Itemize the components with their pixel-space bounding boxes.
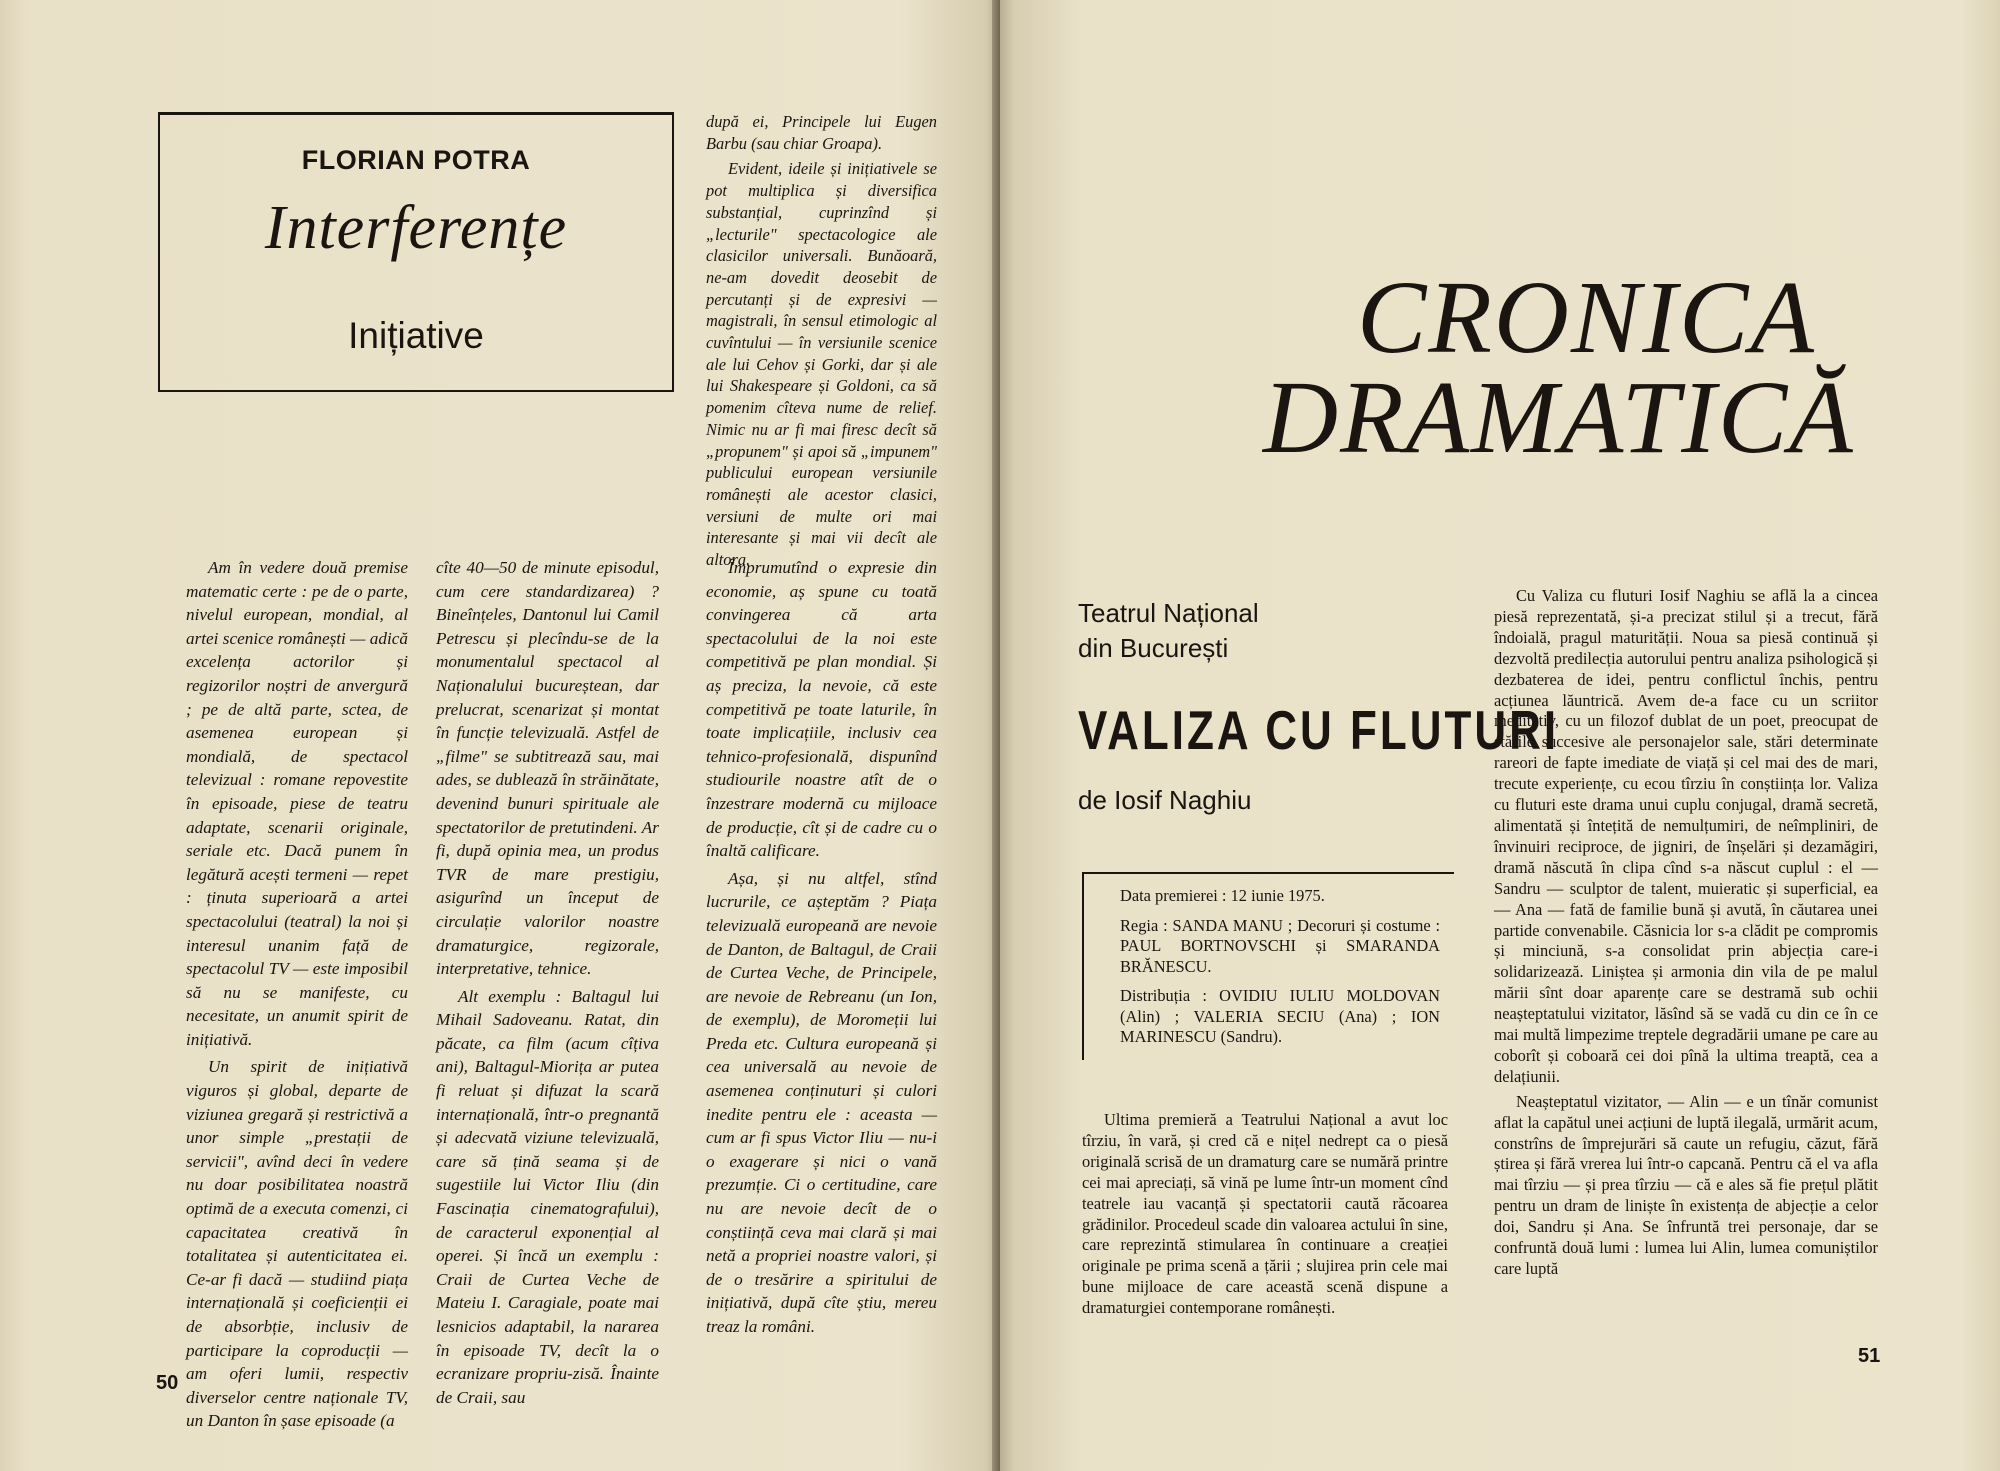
paragraph: Așa, și nu altfel, stînd lucrurile, ce așteptăm ? Piața televizuală europeană are nevoie de Danton, de Baltagul, de Craii de Curtea Veche, de Principele, are nevoie de Rebreanu (un Ion, de exemplu), de Moromeții lui Preda etc. Cultura europeană și cea universală au nevoie de asemenea conținuturi și culori inedite pentru ele : aceasta — cum ar fi spus Victor Iliu — nu-i o exagerare și nici o vană prezumție. Ci o certitudine, care nu are nevoie decît de o conștiință ceva mai clară și mai netă a propriei noastre valori, și de o tresărire a spiritului de inițiativă, după cîte știu, mereu treaz la români. <box>706 868 937 1336</box>
paragraph: Alt exemplu : Baltagul lui Mihail Sadoveanu. Ratat, din păcate, ca film (acum cîțiva ani), Baltagul-Miorița ar putea fi reluat și difuzat la scară internațională, într-o pregnantă și adecvată viziune televizuală, care să țină seama și de sugestiile lui Victor Iliu (din Fascinația cinematografului), de caracterul exponențial al operei. Și încă un exemplu : Craii de Curtea Veche de Mateiu I. Caragiale, poate mai lesnicios adaptabil, la nararea în episoade TV, decît la o ecranizare propriu-zisă. Înainte de Craii, sau <box>436 986 659 1407</box>
paragraph: Evident, ideile și inițiativele se pot multiplica și diversifica substanțial, cuprinzînd și „lecturile" spectacologice ale clasicilor universali. Bunăoară, ne-am dovedit deosebit de percutanți și de expresivi — magistrali, în sensul etimologic al cuvîntului — în versiunile scenice ale lui Cehov și Gorki, dar și ale lui Shakespeare și Goldoni, ca să pomenim cîteva nume de relief. Nimic nu ar fi mai firesc decît să „propunem" și apoi să „impunem" publicului european versiunile românești ale acestor clasici, versiuni de multe ori mai interesante și mai vii decît ale altora. <box>706 159 937 570</box>
left-column-1 <box>186 556 408 1437</box>
page-number-left: 50 <box>156 1372 179 1394</box>
paragraph: Cu Valiza cu fluturi Iosif Naghiu se află la a cincea piesă reprezentată, și-a precizat stilul și a trecut, fără îndoială, pragul maturității. Noua sa piesă continuă și dezvoltă predilecția autorului pentru analiza psihologică și dezbaterea de idei, pentru conflictul închis, pentru acțiunea lăuntrică. Avem de-a face cu un scriitor meditativ, cu un filozof dublat de un poet, preocupat de stările succesive ale personajelor sale, stări determinate rareori de fapte imediate de viață și cel mai des de mari, trecute experiențe, cu ecou tîrziu în conștiința lor. Valiza cu fluturi este drama unui cuplu conjugal, dramă secretă, alimentată și întețită de nemulțumiri, de neîmpliniri, de învinuiri reciproce, de jigniri, de înșelări și dezamăgiri, dramă născută în clipa cînd s-a născut cuplul : el — Sandru — sculptor de talent, muieratic și superficial, ea — Ana — fată de familie bună și avută, în căutarea unei partide convenabile. Căsnicia lor s-a clădit pe compromis și minciună, s-a consolidat prin abjecția care-i solidarizează. Liniștea și armonia din vila de pe malul mării sînt doar aparențe care se destramă sub ochii neașteptatului vizitator, lăsînd să se vadă cu din ce în ce mai multă limpezime treptele degradării umane pe care au coborît și coboară cei doi pînă la ultima treaptă, cea a delațiunii. <box>1494 586 1878 1086</box>
paragraph: după ei, Principele lui Eugen Barbu (sau chiar Groapa). <box>706 112 937 153</box>
paragraph: Am în vedere două premise matematic certe : pe de o parte, nivelul european, mondial, al artei scenice românești — adică excelența actorilor și regizorilor noștri de anvergură ; pe de altă parte, sctea, de asemenea european și mondială, de spectacol televizual : romane repovestite în episoade, piese de teatru adaptate, scenarii originale, seriale etc. Dacă punem în legătură acești termeni — repet : ținuta superioară a artei spectacolului (teatral) la noi și interesul unanim față de spectacolul TV — este imposibil să nu se manifeste, cu necesitate, un anumit spirit de inițiativă. <box>186 558 408 1049</box>
theatre-name <box>1078 596 1259 666</box>
article-subtitle: Inițiative <box>348 315 484 356</box>
theatre-line: din București <box>1078 633 1229 663</box>
review-column-right <box>1494 586 1878 1284</box>
paragraph: Un spirit de inițiativă viguros și global, departe de viziunea gregară și restrictivă a unor simple „prestații de servicii", avînd deci în vedere nu doar posibilitatea noastră optimă de a executa comenzi, ci capacitatea creativă în totalitatea și autenticitatea ei. Ce-ar fi dacă — studiind piața internațională și coeficienții ei de absorbție, inclusiv de participare la coproducții — am oferi lumii, respectiv diverselor centre naționale TV, un Danton în șase episoade (a <box>186 1057 408 1431</box>
paragraph: cîte 40—50 de minute episodul, cum cere standardizarea) ? Bineînțeles, Dantonul lui Camil Petrescu și plecîndu-se de la monumentalul spectacol al Naționalului bucureștean, dar prelucrat, scenarizat și montat în funcție televizuală. Astfel de „filme" se subtitrează sau, mai ades, se dublează în străinătate, devenind bunuri spirituale ale spectatorilor de pretutindeni. Ar fi, după opinia mea, un produs TVR de mare prestigiu, asigurînd un început de circulație valorilor noastre dramaturgice, regizorale, interpretative, tehnice. <box>436 558 659 979</box>
play-title: VALIZA CU FLUTURI <box>1078 700 1560 762</box>
cast-credits: Distribuția : OVIDIU IULIU MOLDOVAN (Alin) ; VALERIA SECIU (Ana) ; ION MARINESCU (Sandru). <box>1120 986 1440 1046</box>
theatre-line: Teatrul Național <box>1078 598 1259 628</box>
left-column-3-top <box>706 111 937 575</box>
right-page <box>1000 0 2000 1471</box>
page-number-right: 51 <box>1858 1345 1881 1367</box>
left-column-3-bottom <box>706 556 937 1343</box>
section-heading-line1: CRONICA <box>1357 260 1816 375</box>
article-title: Interferențe <box>264 194 568 262</box>
left-column-2 <box>436 556 659 1413</box>
play-author: de Iosif Naghiu <box>1078 785 1252 815</box>
paragraph: Neașteptatul vizitator, — Alin — e un tînăr comunist aflat la capătul unei acțiuni de luptă ilegală, urmărit acum, constrîns de împrejurări să caute un refugiu, căzut, fără știrea și fără vrerea lui într-o capcană. Pentru că el va afla mai tîrziu — și prea tîrziu — că e ales să fie prețul plătit pentru un dram de liniște în existența de abjecție a celor doi, Sandru și Ana. Se înfruntă trei personaje, dar se confruntă două lumi : lumea lui Alin, lumea comuniștilor care luptă <box>1494 1091 1878 1278</box>
paragraph: Ultima premieră a Teatrului Național a avut loc tîrziu, în vară, și cred că e nițel nedrept ca o piesă originală scrisă de un dramaturg care se numără printre cei mai apreciați, să vină pe lume într-un moment cînd teatrele iau vacanță și spectatorii caută răcoarea grădinilor. Procedeul scade din valoarea actului în sine, care reprezintă stimularea în continuare a creației originale pe prima scenă a țării ; slujirea prin cele mai bune mijloace de care această scenă dispune a dramaturgiei contemporane românești. <box>1082 1110 1448 1318</box>
author-name: FLORIAN POTRA <box>301 145 531 175</box>
credits-box <box>1082 872 1454 1060</box>
premiere-date: Data premierei : 12 iunie 1975. <box>1120 886 1325 905</box>
direction-credits: Regia : SANDA MANU ; Decoruri și costume : PAUL BORTNOVSCHI și SMARANDA BRĂNESCU. <box>1120 915 1440 976</box>
article-title-box <box>158 112 674 392</box>
review-column-left <box>1082 1110 1448 1323</box>
section-heading-line2: DRAMATICĂ <box>1263 360 1855 475</box>
paragraph: Împrumutînd o expresie din economie, aș spune cu toată convingerea că arta spectacolului de la noi este competitivă pe plan mondial. Și aș preciza, la nevoie, că este competitivă pe toate laturile, în toate implicațiile, inclusiv cea tehnico-profesională, dispunînd studiourile noastre atît de o înzestrare modernă cu mijloace de producție, cît și de cadre cu o înaltă calificare. <box>706 558 937 861</box>
